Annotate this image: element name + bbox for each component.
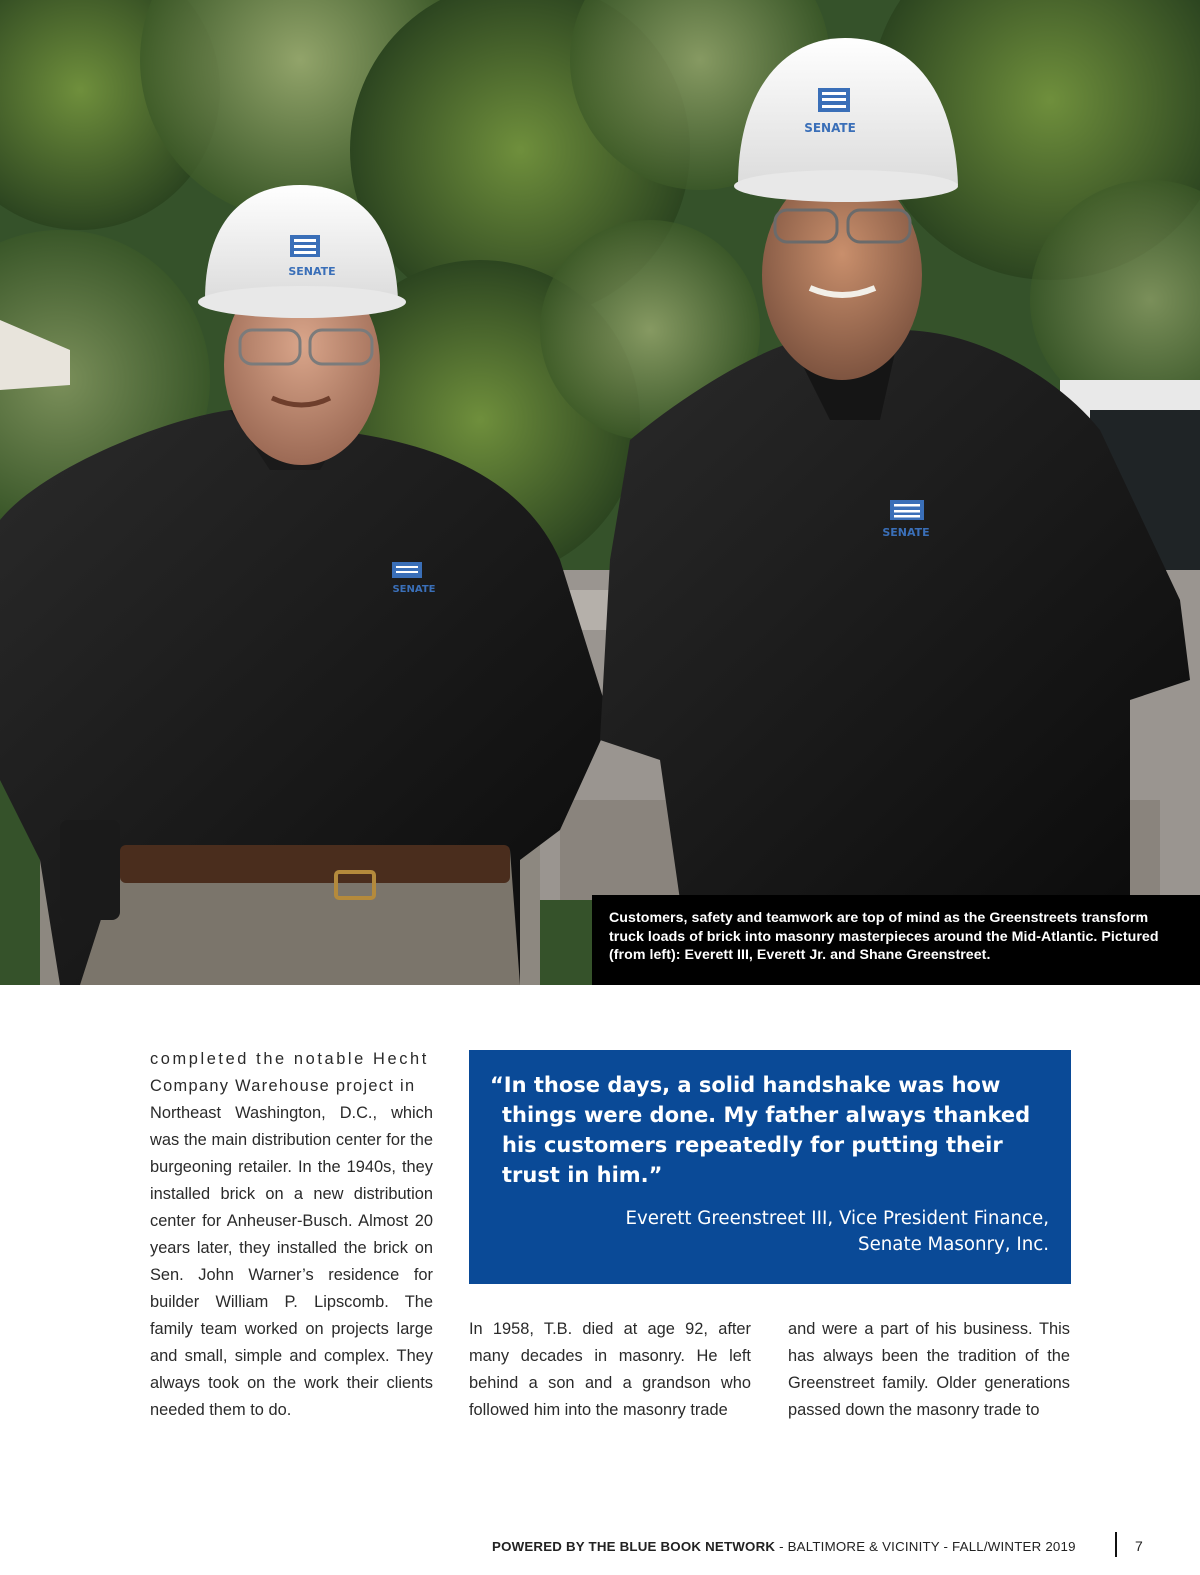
pull-quote-box (469, 1050, 1071, 1284)
pull-quote-attribution-company: Senate Masonry, Inc. (858, 1234, 1049, 1255)
page-footer (492, 1539, 1092, 1554)
article-left-body: Northeast Washington, D.C., which was the main distribution center for the burgeoning retailer. In the 1940s, they installed brick on a new distribution center for Anheuser-Busch. Almost 20 years later, they installed the brick on Sen. John Warner’s residence for builder William P. Lipscomb. The family team worked on projects large and small, simple and complex. They always took on the work their clients needed them to do. (150, 1104, 433, 1419)
hardhat-logo-text-left: SENATE (288, 265, 336, 278)
pull-quote-attribution-name: Everett Greenstreet III, Vice President Finance, (625, 1208, 1049, 1229)
article-column-left (150, 1046, 433, 1424)
pull-quote-text: “In those days, a solid handshake was how things were done. My father always thanked his customers repeatedly for putting their trust in him.” (490, 1073, 1031, 1187)
footer-brand: POWERED BY THE BLUE BOOK NETWORK (492, 1539, 776, 1554)
shirt-logo-text-right: SENATE (882, 526, 930, 539)
article-left-line-2: Company Warehouse project in (150, 1077, 416, 1095)
article-left-line-1: completed the notable Hecht (150, 1050, 429, 1068)
page-number: 7 (1135, 1538, 1143, 1554)
photo-caption (592, 895, 1200, 985)
article-column-middle: In 1958, T.B. died at age 92, after many decades in masonry. He left behind a son and a grandson who followed him into the masonry trade (469, 1320, 751, 1419)
footer-divider (1115, 1532, 1117, 1557)
footer-edition: - BALTIMORE & VICINITY - FALL/WINTER 2019 (775, 1539, 1076, 1554)
pull-quote-attribution (490, 1206, 1049, 1258)
photo-caption-text: Customers, safety and teamwork are top of mind as the Greenstreets transform truck loads of brick into masonry masterpieces around the Mid-Atlantic. Pictured (from left): Everett III, Everett Jr. and Shane Greenstreet. (609, 910, 1159, 963)
shirt-logo-text-left: SENATE (392, 584, 436, 595)
hardhat-logo-text-right: SENATE (804, 121, 856, 135)
article-column-right: and were a part of his business. This has always been the tradition of the Greenstreet family. Older generations passed down the masonry trade to (788, 1320, 1070, 1419)
